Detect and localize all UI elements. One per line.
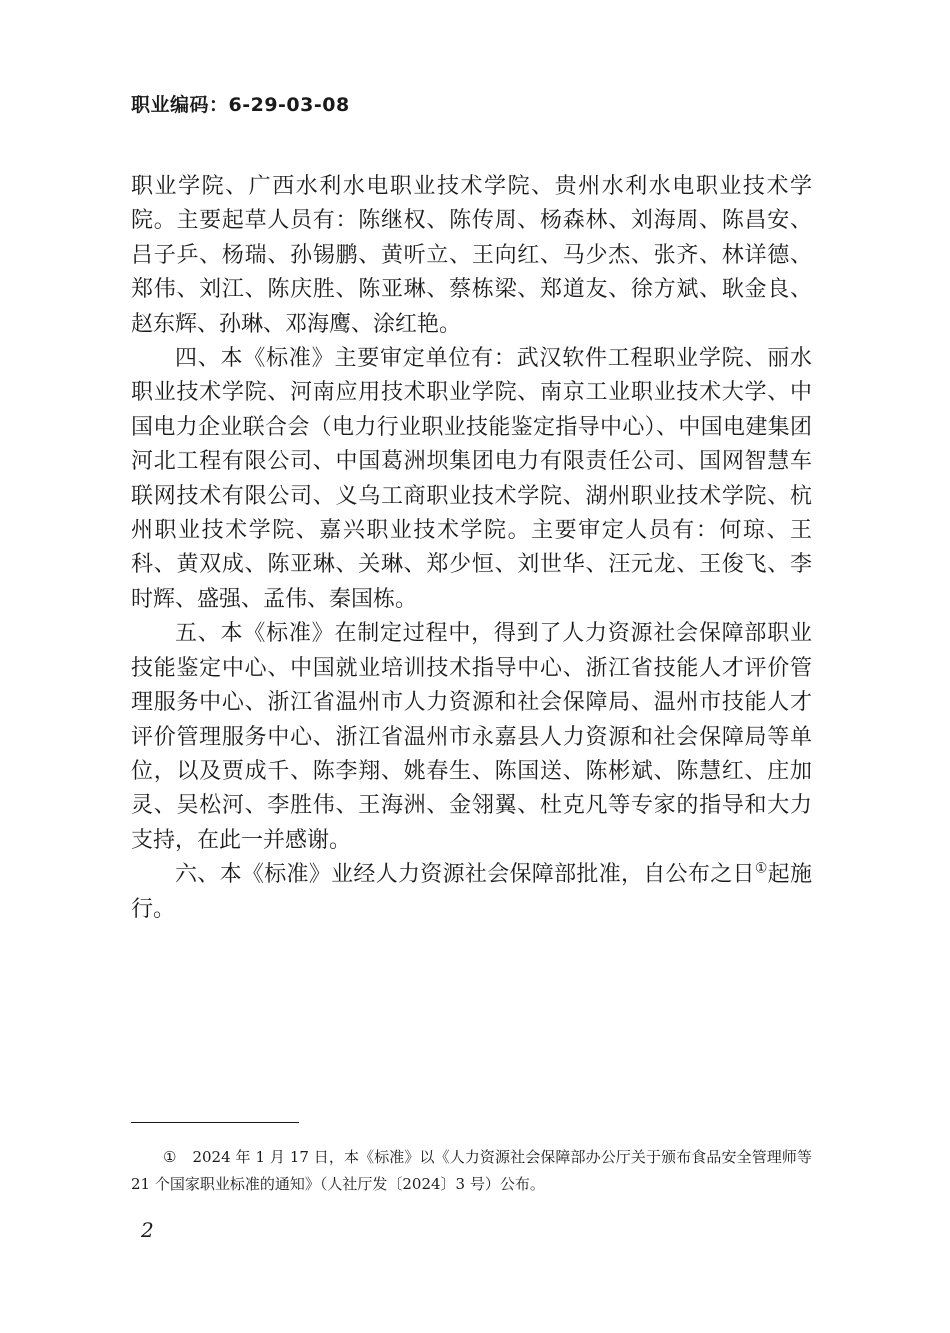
footnote-divider xyxy=(131,1122,299,1123)
page-number: 2 xyxy=(141,1218,154,1242)
paragraph-effective-date xyxy=(131,858,812,927)
occupation-code-header: 职业编码：6-29-03-08 xyxy=(131,94,350,116)
effective-date-text-end: 起施行。 xyxy=(131,862,812,922)
effective-date-text: 六、本《标准》业经人力资源社会保障部批准，自公布之日 xyxy=(175,862,755,888)
footnote-marker: ① xyxy=(163,1148,177,1166)
paragraph-acknowledgements: 五、本《标准》在制定过程中，得到了人力资源社会保障部职业技能鉴定中心、中国就业培训技术指导中心、浙江省技能人才评价管理服务中心、浙江省温州市人力资源和社会保障局、温州市技能人才评价管理服务中心、浙江省温州市永嘉县人力资源和社会保障局等单位，以及贾成千、陈李翔、姚春生、陈国送、陈彬斌、陈慧红、庄加灵、吴松河、李胜伟、王海洲、金翎翼、杜克凡等专家的指导和大力支持，在此一并感谢。 xyxy=(131,621,812,853)
paragraph-drafters-continued: 职业学院、广西水利水电职业技术学院、贵州水利水电职业技术学院。主要起草人员有：陈继权、陈传周、杨森林、刘海周、陈昌安、吕子乒、杨瑞、孙锡鹏、黄听立、王向红、马少杰、张齐、林详德、郑伟、刘江、陈庆胜、陈亚琳、蔡栋梁、郑道友、徐方斌、耿金良、赵东辉、孙琳、邓海鹰、涂红艳。 xyxy=(131,174,812,337)
paragraph-review-units: 四、本《标准》主要审定单位有：武汉软件工程职业学院、丽水职业技术学院、河南应用技术职业学院、南京工业职业技术大学、中国电力企业联合会（电力行业职业技能鉴定指导中心）、中国电建集团河北工程有限公司、中国葛洲坝集团电力有限责任公司、国网智慧车联网技术有限公司、义乌工商职业技术学院、湖州职业技术学院、杭州职业技术学院、嘉兴职业技术学院。主要审定人员有：何琼、王科、黄双成、陈亚琳、关琳、郑少恒、刘世华、汪元龙、王俊飞、李时辉、盛强、孟伟、秦国栋。 xyxy=(131,346,812,612)
document-body xyxy=(131,170,812,927)
footnote xyxy=(131,1144,812,1198)
footnote-text: 2024 年 1 月 17 日，本《标准》以《人力资源社会保障部办公厅关于颁布食品安全管理师等 21 个国家职业标准的通知》（人社厅发〔2024〕3 号）公布。 xyxy=(131,1148,812,1193)
footnote-reference-mark[interactable]: ① xyxy=(754,860,768,877)
